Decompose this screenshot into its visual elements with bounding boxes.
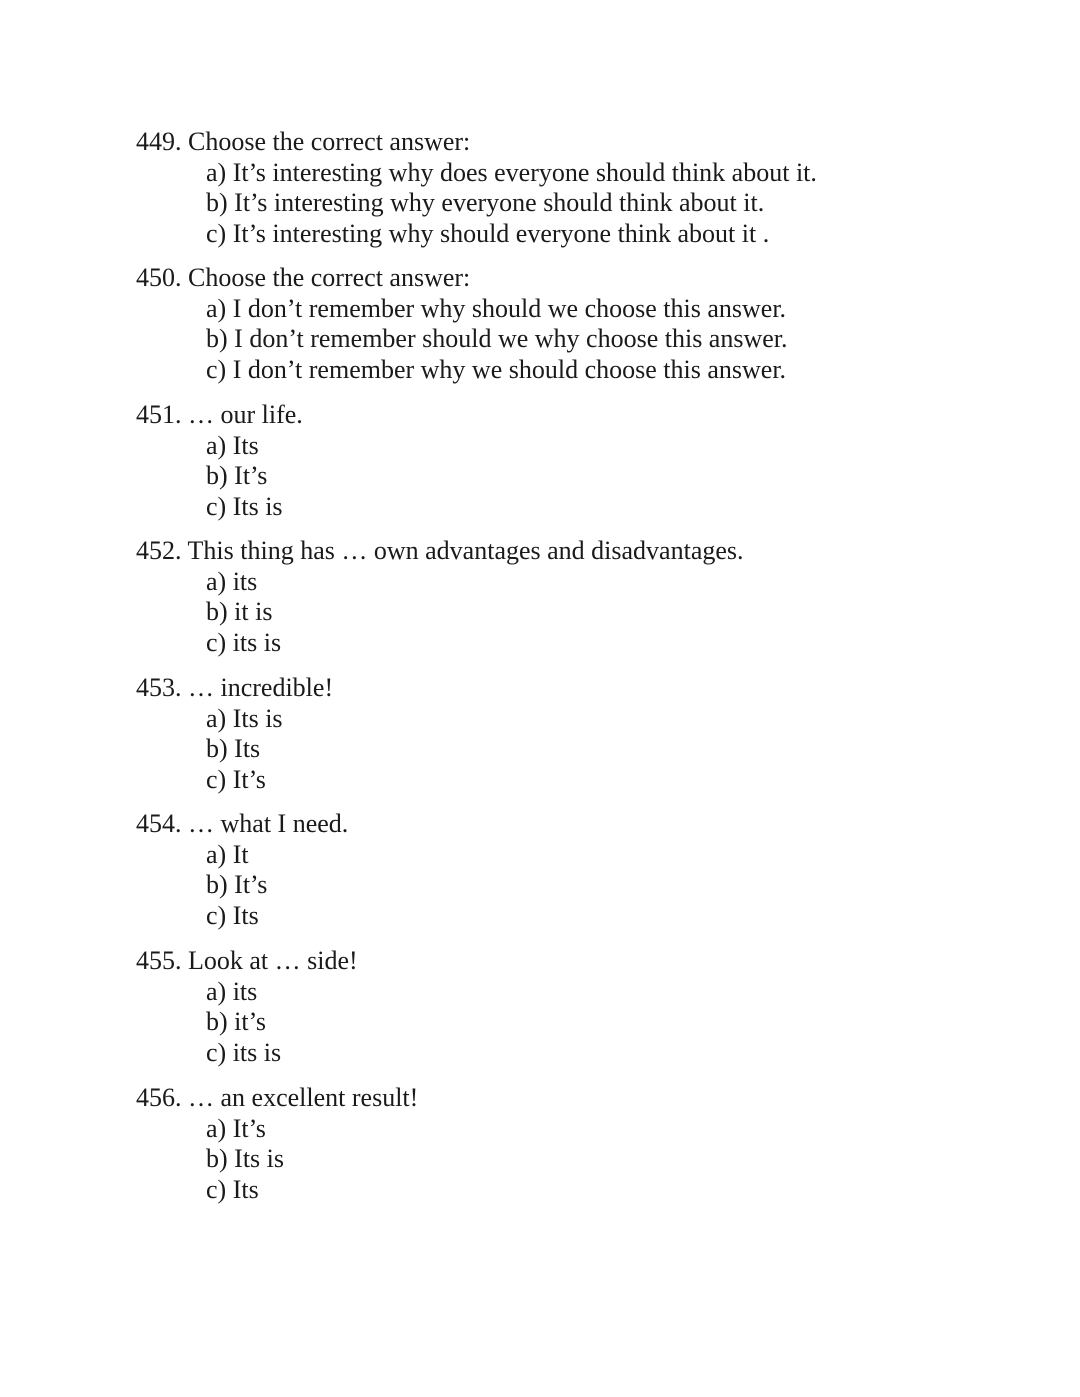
question-456 — [136, 1083, 1036, 1205]
answer-options — [136, 431, 1036, 523]
answer-options — [136, 294, 1036, 386]
answer-options — [136, 567, 1036, 659]
answer-option: b) It’s interesting why everyone should think about it. — [206, 188, 765, 217]
answer-option: c) It’s interesting why should everyone think about it . — [206, 218, 770, 248]
answer-options — [136, 1114, 1036, 1206]
question-455 — [136, 946, 1036, 1068]
answer-option: b) I don’t remember should we why choose this answer. — [206, 324, 788, 353]
answer-option: a) I don’t remember why should we choose this answer. — [206, 293, 787, 323]
answer-option: b) it is — [206, 597, 273, 626]
answer-option: c) I don’t remember why we should choose this answer. — [206, 354, 787, 384]
answer-option: b) It’s — [206, 870, 268, 899]
question-452 — [136, 536, 1036, 658]
question-454 — [136, 809, 1036, 931]
question-stem: 451. … our life. — [136, 400, 303, 429]
answer-option: c) It’s — [206, 764, 266, 794]
question-451 — [136, 400, 1036, 522]
answer-options — [136, 977, 1036, 1069]
question-449 — [136, 127, 1036, 249]
answer-option: a) It — [206, 839, 249, 869]
question-stem: 453. … incredible! — [136, 673, 334, 702]
answer-options — [136, 704, 1036, 796]
question-450 — [136, 263, 1036, 385]
question-453 — [136, 673, 1036, 795]
question-stem: 449. Choose the correct answer: — [136, 127, 471, 156]
answer-option: b) it’s — [206, 1007, 266, 1036]
question-stem: 455. Look at … side! — [136, 946, 358, 975]
answer-option: a) It’s — [206, 1113, 266, 1143]
answer-option: a) its — [206, 566, 258, 596]
answer-option: a) its — [206, 976, 258, 1006]
question-stem: 456. … an excellent result! — [136, 1083, 419, 1112]
answer-options — [136, 158, 1036, 250]
answer-option: a) Its — [206, 430, 259, 460]
answer-option: b) Its — [206, 734, 261, 763]
answer-option: c) Its — [206, 900, 259, 930]
question-stem: 450. Choose the correct answer: — [136, 263, 471, 292]
answer-option: b) Its is — [206, 1144, 284, 1173]
question-stem: 452. This thing has … own advantages and disadvantages. — [136, 536, 744, 565]
answer-option: c) its is — [206, 1037, 282, 1067]
answer-options — [136, 840, 1036, 932]
answer-option: c) its is — [206, 627, 282, 657]
answer-option: c) Its is — [206, 491, 283, 521]
answer-option: c) Its — [206, 1174, 259, 1204]
answer-option: a) It’s interesting why does everyone should think about it. — [206, 157, 817, 187]
answer-option: a) Its is — [206, 703, 283, 733]
answer-option: b) It’s — [206, 461, 268, 490]
question-stem: 454. … what I need. — [136, 809, 349, 838]
